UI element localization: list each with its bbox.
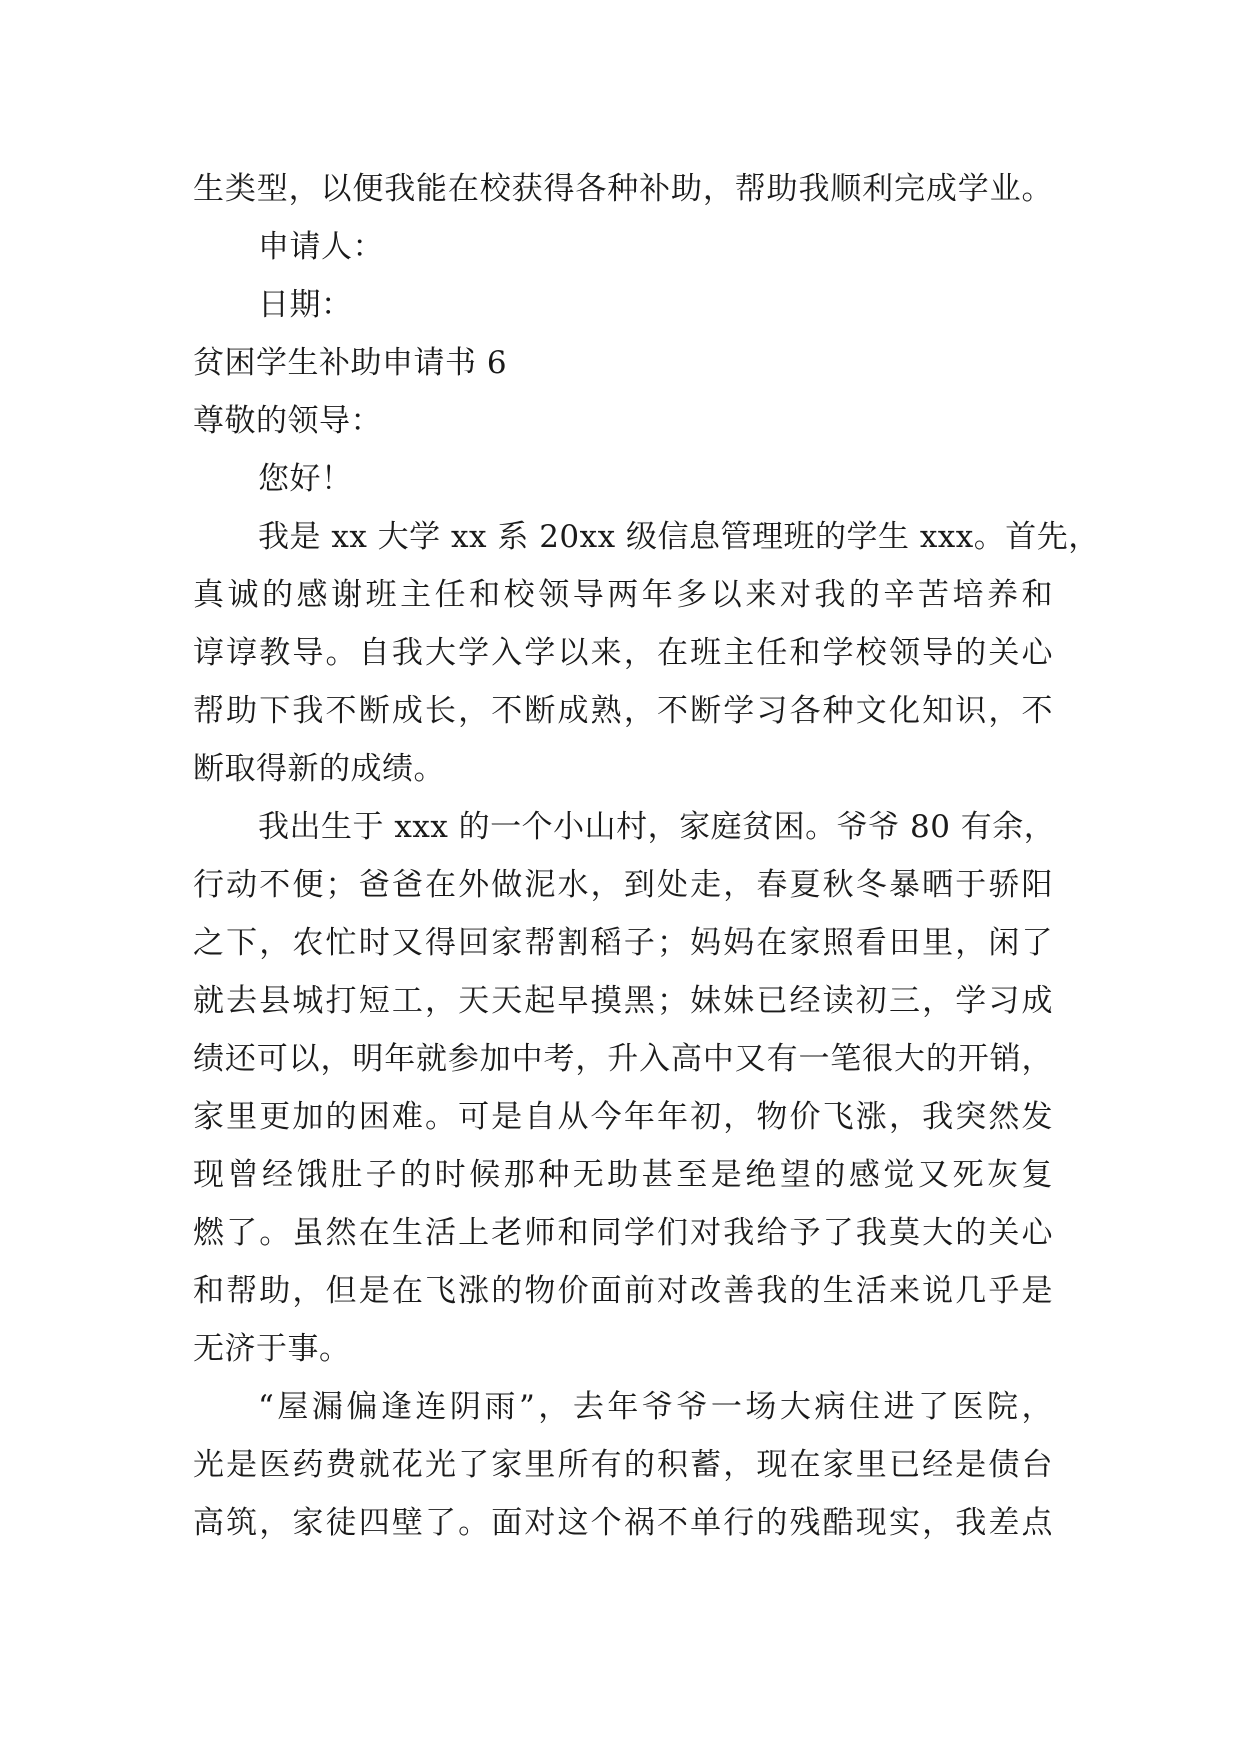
text-line: 生类型，以便我能在校获得各种补助，帮助我顺利完成学业。 <box>193 171 1053 207</box>
greeting: 您好！ <box>258 461 353 497</box>
text-line: 我出生于 xxx 的一个小山村，家庭贫困。爷爷 80 有余， <box>258 809 1056 845</box>
text-line: 帮助下我不断成长，不断成熟，不断学习各种文化知识，不 <box>193 693 1053 729</box>
text-line: 家里更加的困难。可是自从今年年初，物价飞涨，我突然发 <box>193 1099 1053 1135</box>
text-line: 谆谆教导。自我大学入学以来，在班主任和学校领导的关心 <box>193 635 1053 671</box>
text-line: 真诚的感谢班主任和校领导两年多以来对我的辛苦培养和 <box>193 577 1053 613</box>
text-line: 我是 xx 大学 xx 系 20xx 级信息管理班的学生 xxx。首先， <box>258 519 1100 555</box>
text-line: 光是医药费就花光了家里所有的积蓄，现在家里已经是债台 <box>193 1447 1053 1483</box>
text-line: 现曾经饿肚子的时候那种无助甚至是绝望的感觉又死灰复 <box>193 1157 1053 1193</box>
applicant-label: 申请人： <box>258 229 384 265</box>
section-title: 贫困学生补助申请书 6 <box>193 345 508 381</box>
text-line: 和帮助，但是在飞涨的物价面前对改善我的生活来说几乎是 <box>193 1273 1053 1309</box>
document-body <box>193 160 1100 1552</box>
text-line: 无济于事。 <box>193 1331 351 1367</box>
text-line: “屋漏偏逢连阴雨”，去年爷爷一场大病住进了医院， <box>258 1389 1053 1425</box>
text-line: 断取得新的成绩。 <box>193 751 445 787</box>
salutation: 尊敬的领导： <box>193 403 382 439</box>
text-line: 行动不便；爸爸在外做泥水，到处走，春夏秋冬暴晒于骄阳 <box>193 867 1053 903</box>
date-label: 日期： <box>258 287 353 323</box>
text-line: 之下，农忙时又得回家帮割稻子；妈妈在家照看田里，闲了 <box>193 925 1053 961</box>
text-line: 高筑，家徒四壁了。面对这个祸不单行的残酷现实，我差点 <box>193 1505 1053 1541</box>
text-line: 燃了。虽然在生活上老师和同学们对我给予了我莫大的关心 <box>193 1215 1053 1251</box>
text-line: 绩还可以，明年就参加中考，升入高中又有一笔很大的开销， <box>193 1041 1053 1077</box>
text-line: 就去县城打短工，天天起早摸黑；妹妹已经读初三，学习成 <box>193 983 1053 1019</box>
